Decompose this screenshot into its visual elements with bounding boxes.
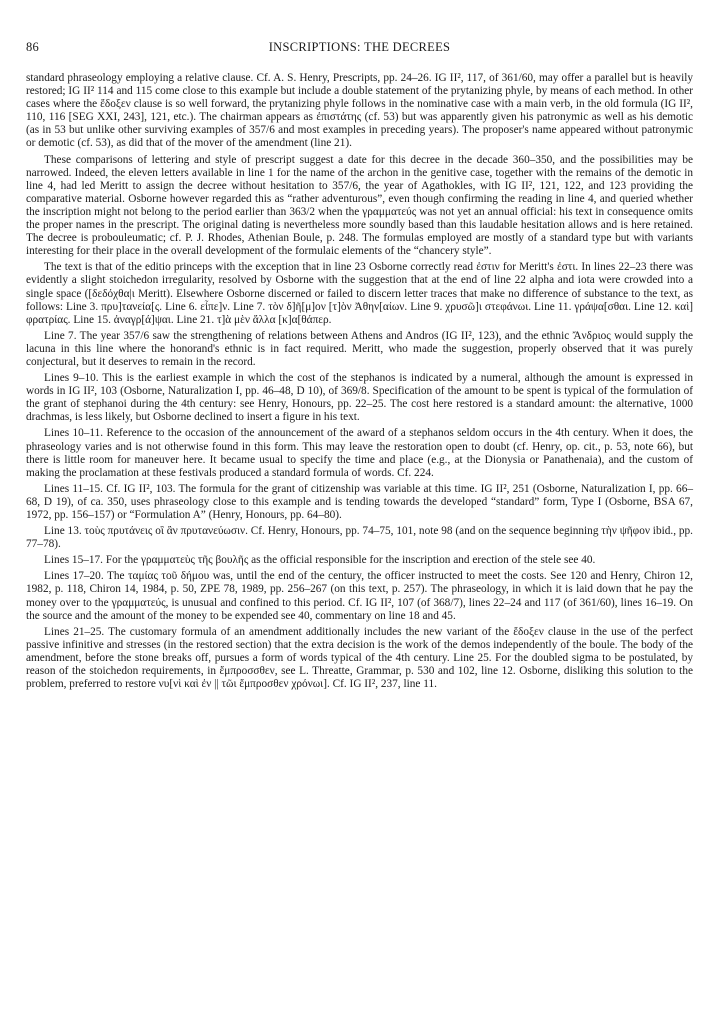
page-header: [26, 40, 693, 58]
document-page: [26, 40, 693, 691]
paragraph: Line 7. The year 357/6 saw the strengthening of relations between Athens and Andros (IG II², 123), and the ethnic Ἄνδριος would supply the lacuna in this line where the honorand's ethnic is in fact required. Meritt, who made the suggestion, properly observed that it was purely conjectural, but it deserves to remain in the record.: [26, 329, 693, 368]
paragraph: Lines 15–17. For the γραμματεὺς τῆς βουλῆς as the official responsible for the inscription and erection of the stele see 40.: [44, 554, 596, 567]
paragraph: standard phraseology employing a relative clause. Cf. A. S. Henry, Prescripts, pp. 24–26. IG II², 117, of 361/60, may offer a parallel but is heavily restored; IG II² 114 and 115 come close to this example but include a double statement of the prytanizing phyle, by means of each method. In other cases where the ἔδοξεν clause is so well forward, the prytanizing phyle follows in the nominative case with a main verb, in the old formula (IG II², 110, 116 [SEG XXI, 243], 121, etc.). The chairman appears as ἐπιστάτης (cf. 53) but was apparently given his patronymic as well as his demotic (as in 53 but unlike other surviving examples of 357/6 and most examples in preceding years). The proposer's name appeared without patronymic or demotic (cf. 53), as did that of the mover of the amendment (line 21).: [26, 72, 693, 150]
paragraph: Lines 9–10. This is the earliest example in which the cost of the stephanos is indicated by a numeral, although the amount is expressed in words in IG II², 103 (Osborne, Naturalization I, pp. 46–48, D 10), of 369/8. Specification of the amount to be spent is typical of the formulation of the grant of stephanoi during the 4th century: see Henry, Honours, pp. 22–25. The cost here restored is a standard amount: the alternative, 1000 drachmas, is less likely, but Osborne declined to insert a figure in his text.: [26, 372, 693, 424]
page-number: 86: [26, 40, 40, 54]
paragraph: Line 13. τοὺς πρυτάνεις οἳ ἂν πρυτανεύωσιν. Cf. Henry, Honours, pp. 74–75, 101, note 98 (and on the sequence beginning τὴν ψῆφον ibid., pp. 77–78).: [26, 525, 693, 551]
paragraph: Lines 10–11. Reference to the occasion of the announcement of the award of a stephanos seldom occurs in the 4th century. When it does, the phraseology varies and is not otherwise found in this form. This may leave the restoration open to doubt (cf. Henry, op. cit., p. 53, note 66), but there is little room for maneuver here. It became usual to specify the time and place (e.g., at the Dionysia or Panathenaia), and the custom of making the proclamation at these festivals produced a standard formula of words. Cf. 224.: [26, 427, 693, 479]
paragraph: Lines 21–25. The customary formula of an amendment additionally includes the new variant of the ἔδοξεν clause in the use of the perfect passive infinitive and stresses (in the restored section) that the extra decision is the work of the demos independently of the boule. The body of the amendment, before the stone breaks off, pursues a form of words typical of the 4th century. Line 25. For the doubled sigma to be postulated, by reason of the stoichedon requirements, in ἔμπροσσθεν, see L. Threatte, Grammar, p. 530 and 102, line 12. Osborne, disliking this solution to the problem, preferred to restore νυ[νὶ καὶ ἐν || τῶι ἔμπροσθεν χρόνωι]. Cf. IG II², 237, line 11.: [26, 625, 693, 691]
paragraph: These comparisons of lettering and style of prescript suggest a date for this decree in the decade 360–350, and the possibilities may be narrowed. Indeed, the eleven letters available in line 1 for the name of the archon in the genitive case, together with the remains of the demotic in line 4, had led Meritt to assign the decree without hesitation to 357/6, the year of Agathokles, with IG II², 121, 122, and 123 providing the comparative material. Osborne however regarded this as “rather adventurous”, even though confirming the reading in line 4, and queried whether the inscription might not belong to the period earlier than 363/2 when the γραμματεύς was not yet an annual official: his text in consequence omits the proper names in the prescript. The original dating is nevertheless more soundly based than this laudable hesitation allows and is here retained. The decree is probouleumatic; cf. P. J. Rhodes, Athenian Boule, p. 248. The formulas employed are mostly of a standard type but with variants interesting for their place in the overall development of the formulaic elements of the “chancery style”.: [26, 153, 693, 258]
page-body: [26, 72, 693, 691]
paragraph: Lines 17–20. The ταμίας τοῦ δήμου was, until the end of the century, the officer instructed to meet the costs. See 120 and Henry, Chiron 12, 1982, p. 118, Chiron 14, 1984, p. 50, ZPE 78, 1989, pp. 256–267 (on this text, p. 257). The phraseology, in which it is laid down that he pay the money over to the γραμματεύς, is unusual and confined to this period. Cf. IG II², 107 (of 368/7), lines 22–24 and 117 (of 361/60), lines 16–19. On the source and the amount of the money to be expended see 40, commentary on line 18 and 45.: [26, 570, 693, 622]
paragraph: Lines 11–15. Cf. IG II², 103. The formula for the grant of citizenship was variable at this time. IG II², 251 (Osborne, Naturalization I, pp. 66–68, D 19), of ca. 350, uses phraseology close to this example and is tending towards the developed “standard” form, Type I (Osborne, BSA 67, 1972, pp. 156–157) or “Formulation A” (Henry, Honours, pp. 64–80).: [26, 482, 693, 521]
running-head: INSCRIPTIONS: THE DECREES: [268, 40, 451, 54]
paragraph: The text is that of the editio princeps with the exception that in line 23 Osborne correctly read ἐστιν for Meritt's ἐστι. In lines 22–23 there was evidently a slight stoichedon irregularity, resolved by Osborne with the suggestion that at the end of line 22 alpha and iota were crowded into a single space ([δεδόχθα|ι Meritt). Elsewhere Osborne discerned or failed to discern letter traces that make no difference of substance to the text, as follows: Line 3. πρυ]τανεία[ς. Line 6. εἶπε]ν. Line 7. τὸν δ]ῆ[μ]ον [τ]ὸν Ἀθην[αίων. Line 9. χρυσῶ]ι στεφάνωι. Line 11. γράψα[σθαι. Line 12. καὶ] φρατρίας. Line 15. ἀναγρ[ά]ψαι. Line 21. τ]ὰ μὲν ἄλλα [κ]α[θάπερ.: [26, 261, 693, 326]
